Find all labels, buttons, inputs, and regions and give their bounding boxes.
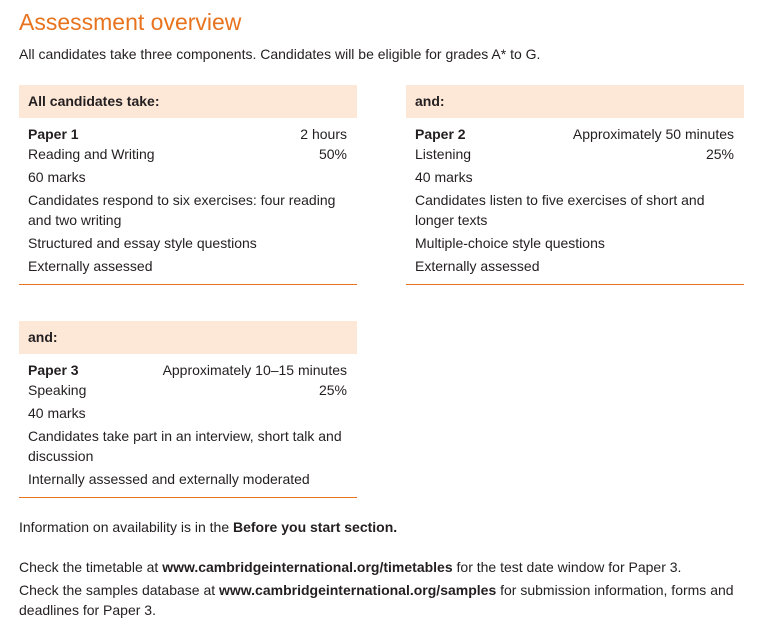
intro-text: All candidates take three components. Candidates will be eligible for grades A* to G. [19, 46, 541, 62]
paper-name: Paper 2 [415, 126, 466, 142]
paper-assessment: Internally assessed and externally moderated [28, 471, 310, 487]
paper-name: Paper 1 [28, 126, 79, 142]
paper-weight: 25% [318, 382, 347, 398]
timetables-link[interactable]: www.cambridgeinternational.org/timetables [162, 559, 453, 575]
paper-weight: 25% [705, 146, 734, 162]
card-header: All candidates take: [19, 85, 357, 118]
paper-skill: Listening [415, 146, 472, 162]
paper-marks: 60 marks [28, 169, 86, 185]
paper-question-style: Multiple-choice style questions [415, 235, 605, 251]
paper-skill: Speaking [28, 382, 87, 398]
paper-description: Candidates respond to six exercises: four reading and two writing [28, 192, 336, 228]
paper-marks: 40 marks [28, 405, 86, 421]
page-title: Assessment overview [19, 9, 242, 35]
card-header: and: [406, 85, 744, 118]
paper-skill: Reading and Writing [28, 146, 155, 162]
paper-description: Candidates take part in an interview, short talk and discussion [28, 428, 342, 464]
paper-marks: 40 marks [415, 169, 473, 185]
paper-3-card [19, 321, 357, 498]
paper-2-card [406, 85, 744, 285]
paper-duration: Approximately 50 minutes [572, 126, 734, 142]
paper-assessment: Externally assessed [28, 258, 153, 274]
samples-link[interactable]: www.cambridgeinternational.org/samples [219, 582, 497, 598]
paper-duration: Approximately 10–15 minutes [162, 362, 347, 378]
paper-assessment: Externally assessed [415, 258, 540, 274]
card-header: and: [19, 321, 357, 354]
paper-description: Candidates listen to five exercises of short and longer texts [415, 192, 705, 228]
paper-question-style: Structured and essay style questions [28, 235, 257, 251]
samples-note: Check the samples database at www.cambridgeinternational.org/samples for submission information, forms and deadlines for Paper 3. [19, 582, 734, 618]
paper-1-card [19, 85, 357, 285]
paper-duration: 2 hours [300, 126, 347, 142]
before-you-start-ref: Before you start section. [233, 519, 398, 535]
timetable-note: Check the timetable at www.cambridgeinternational.org/timetables for the test date window for Paper 3. [19, 559, 682, 575]
availability-note: Information on availability is in the Before you start section. [19, 519, 398, 535]
paper-name: Paper 3 [28, 362, 79, 378]
paper-weight: 50% [318, 146, 347, 162]
